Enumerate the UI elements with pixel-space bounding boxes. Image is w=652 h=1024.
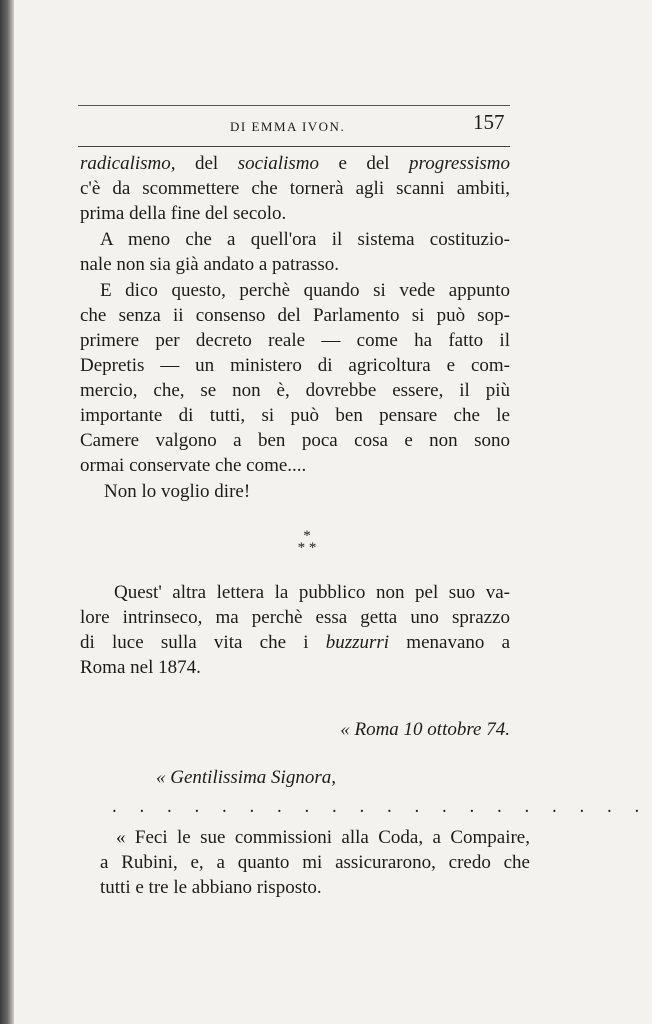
paragraph-5-line-2: lore intrinseco, ma perchè essa getta uno sprazzo bbox=[80, 607, 510, 628]
paragraph-3-line-5: mercio, che, se non è, dovrebbe essere, il più bbox=[80, 380, 510, 401]
paragraph-1-line-3: prima della fine del secolo. bbox=[80, 203, 287, 224]
paragraph-1-line-2: c'è da scommettere che tornerà agli scanni ambiti, bbox=[80, 178, 510, 199]
italic-word: socialismo bbox=[237, 153, 319, 174]
paragraph-3-line-1: E dico questo, perchè quando si vede appunto bbox=[100, 280, 510, 301]
text-fragment: del bbox=[195, 153, 219, 174]
asterism-bottom: * * bbox=[297, 540, 317, 556]
asterism-ornament bbox=[282, 530, 332, 554]
letter-body-line-1: « Feci le sue commissioni alla Coda, a Compaire, bbox=[116, 827, 530, 848]
paragraph-5-line-3 bbox=[80, 631, 510, 655]
letter-salutation: « Gentilissima Signora, bbox=[156, 767, 336, 788]
paragraph-4-line-1: Non lo voglio dire! bbox=[104, 481, 251, 502]
italic-word: radicalismo, bbox=[80, 153, 176, 174]
text-fragment: di luce sulla vita che i bbox=[80, 632, 309, 653]
asterism-top: * bbox=[303, 528, 311, 544]
letter-dateline: « Roma 10 ottobre 74. bbox=[340, 719, 510, 740]
paragraph-3-line-6: importante di tutti, si può ben pensare che le bbox=[80, 405, 510, 426]
paragraph-2-line-2: nale non sia già andato a patrasso. bbox=[80, 254, 340, 275]
running-head: DI EMMA IVON. bbox=[230, 119, 346, 134]
paragraph-3-line-4: Depretis — un ministero di agricoltura e com- bbox=[80, 355, 510, 376]
paragraph-3-line-8: ormai conservate che come.... bbox=[80, 455, 307, 476]
letter-body-line-2: a Rubini, e, a quanto mi assicurarono, credo che bbox=[100, 852, 530, 873]
header-rule-top bbox=[78, 105, 510, 106]
italic-word: buzzurri bbox=[325, 632, 390, 653]
paragraph-5-line-4: Roma nel 1874. bbox=[80, 657, 201, 678]
letter-body-line-3: tutti e tre le abbiano risposto. bbox=[100, 877, 322, 898]
letter-ellipsis-row: . . . . . . . . . . . . . . . . . . . . bbox=[112, 796, 649, 817]
paragraph-3-line-7: Camere valgono a ben poca cosa e non sono bbox=[80, 430, 510, 451]
paragraph-3-line-2: che senza ii consenso del Parlamento si può sop- bbox=[80, 305, 510, 326]
italic-word: progressismo bbox=[409, 153, 511, 174]
paragraph-5-line-1: Quest' altra lettera la pubblico non pel suo va- bbox=[114, 582, 510, 603]
paragraph-3-line-3: primere per decreto reale — come ha fatto il bbox=[80, 330, 510, 351]
header-rule-bottom bbox=[78, 146, 510, 147]
text-fragment: menavano a bbox=[406, 632, 511, 653]
page-number: 157 bbox=[473, 110, 505, 134]
paragraph-1-line-1 bbox=[80, 152, 510, 176]
paragraph-2-line-1: A meno che a quell'ora il sistema costituzio- bbox=[100, 229, 510, 250]
text-fragment: e del bbox=[338, 153, 390, 174]
